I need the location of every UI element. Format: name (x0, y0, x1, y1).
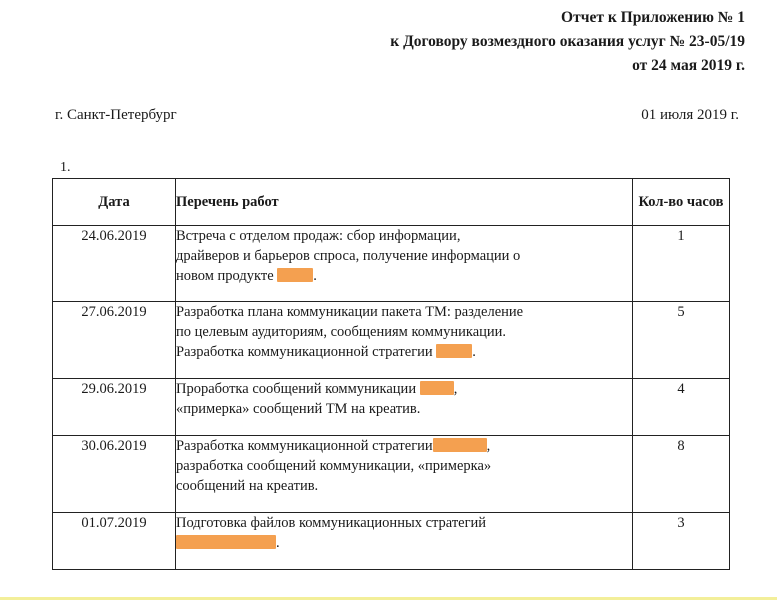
table-row (53, 302, 730, 379)
redaction-mark (420, 381, 454, 395)
work-line: Встреча с отделом продаж: сбор информации, (176, 228, 461, 244)
header-line-1: Отчет к Приложению № 1 (561, 9, 745, 26)
row-date: 29.06.2019 (53, 379, 176, 436)
row-hours: 4 (633, 379, 730, 436)
row-date: 01.07.2019 (53, 513, 176, 570)
redaction-mark (277, 268, 313, 282)
document-header (390, 6, 745, 78)
table-header-row (53, 179, 730, 226)
work-line: «примерка» сообщений ТМ на креатив. (176, 401, 421, 417)
work-line (176, 266, 632, 286)
row-date: 30.06.2019 (53, 436, 176, 513)
work-punct: . (472, 344, 476, 360)
document-date: 01 июля 2019 г. (641, 107, 739, 123)
work-text: Проработка сообщений коммуникации (176, 381, 417, 397)
work-text: Разработка коммуникационной стратегии (176, 344, 433, 360)
work-line: сообщений на креатив. (176, 478, 319, 494)
redaction-mark (433, 438, 487, 452)
works-table (52, 178, 730, 570)
work-line: Подготовка файлов коммуникационных стратегий (176, 515, 487, 531)
work-line: разработка сообщений коммуникации, «примерка» (176, 458, 492, 474)
row-date: 27.06.2019 (53, 302, 176, 379)
row-work (176, 436, 633, 513)
work-punct: . (276, 535, 280, 551)
row-work (176, 302, 633, 379)
redaction-mark (436, 344, 472, 358)
work-line (176, 436, 632, 456)
row-hours: 8 (633, 436, 730, 513)
row-hours: 5 (633, 302, 730, 379)
redaction-mark (176, 535, 276, 549)
work-text: Разработка коммуникационной стратегии (176, 438, 433, 454)
table-row (53, 379, 730, 436)
work-line (176, 533, 632, 553)
place-label: г. Санкт-Петербург (55, 107, 177, 123)
work-punct: , (486, 438, 491, 454)
row-work (176, 513, 633, 570)
work-line: драйверов и барьеров спроса, получение информации о (176, 248, 521, 264)
work-line: Разработка плана коммуникации пакета ТМ: разделение (176, 304, 524, 320)
work-text: новом продукте (176, 268, 274, 284)
header-line-2: к Договору возмездного оказания услуг № 23-05/19 (390, 33, 745, 50)
row-date: 24.06.2019 (53, 226, 176, 302)
header-work: Перечень работ (176, 179, 633, 226)
table-row (53, 436, 730, 513)
table-row (53, 513, 730, 570)
header-line-3: от 24 мая 2019 г. (632, 57, 745, 74)
work-punct: . (313, 268, 317, 284)
row-hours: 1 (633, 226, 730, 302)
section-number: 1. (60, 160, 71, 175)
work-line (176, 342, 632, 362)
row-work (176, 379, 633, 436)
row-work (176, 226, 633, 302)
work-line (176, 379, 632, 399)
work-line: по целевым аудиториям, сообщениям коммуникации. (176, 324, 507, 340)
work-punct: , (453, 381, 458, 397)
row-hours: 3 (633, 513, 730, 570)
header-date: Дата (53, 179, 176, 226)
table-row (53, 226, 730, 302)
header-hours: Кол-во часов (633, 179, 730, 226)
